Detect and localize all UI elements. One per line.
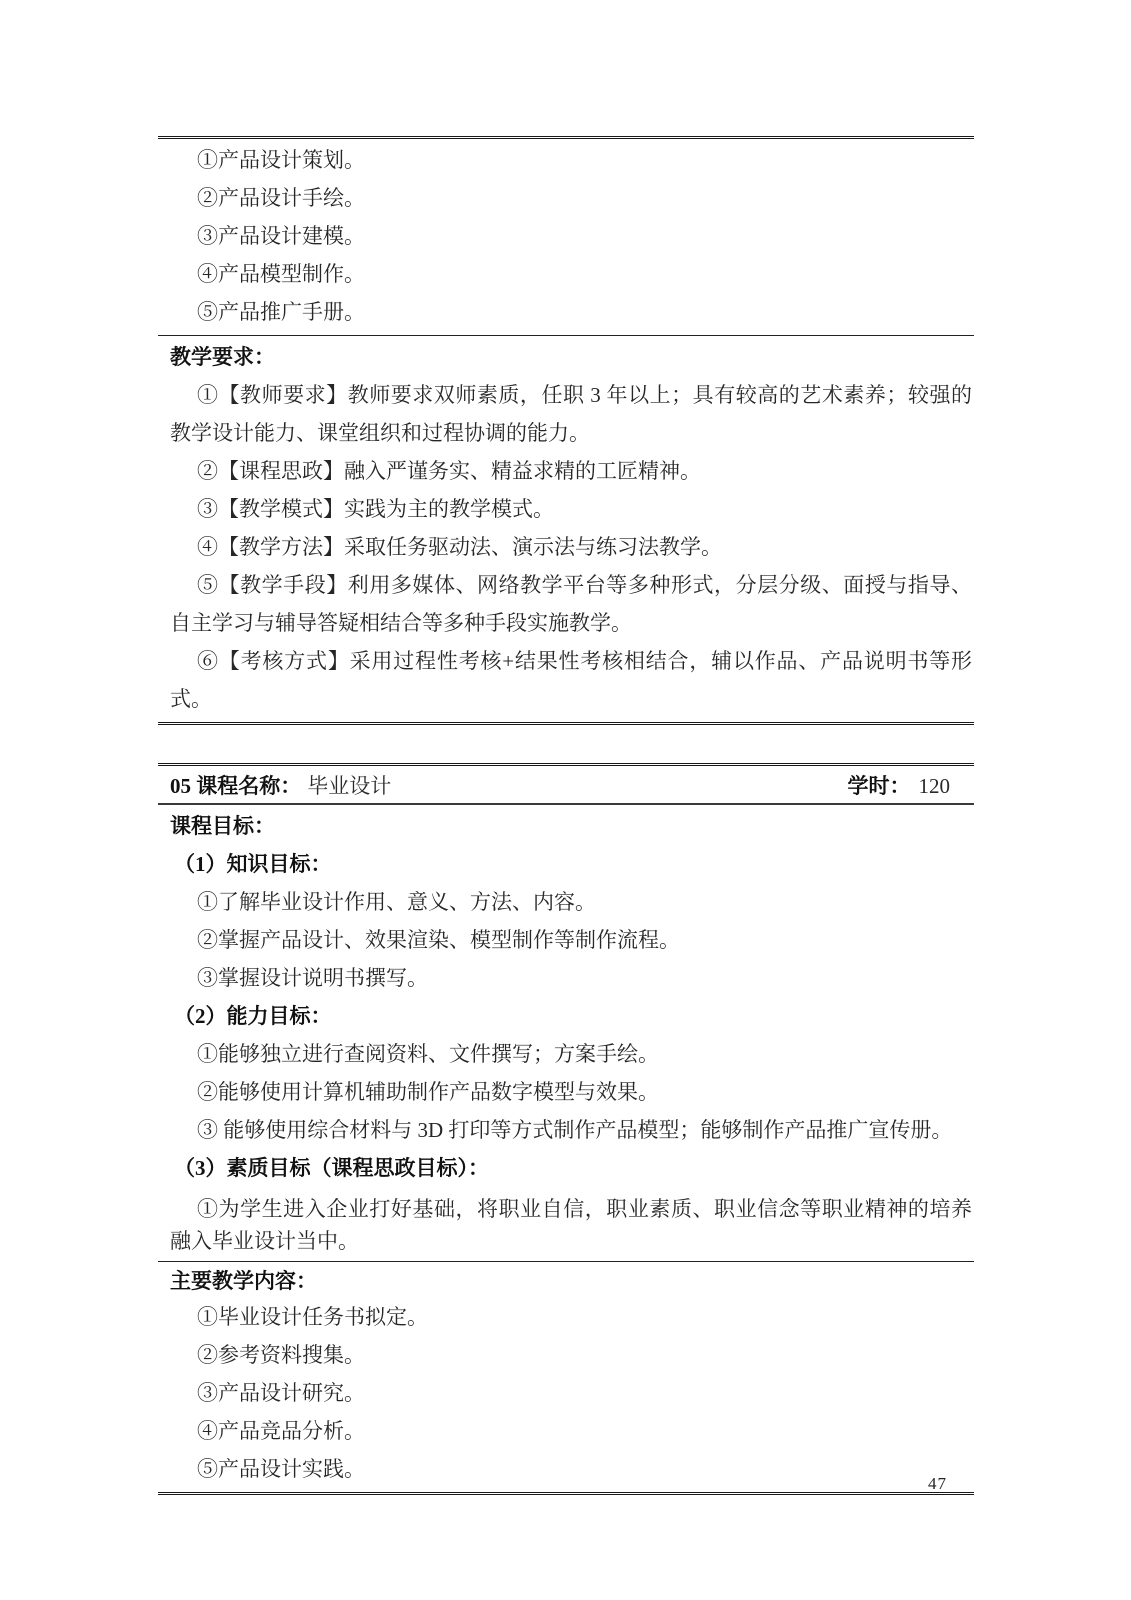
content-item-1: ①产品设计策划。 xyxy=(197,148,365,172)
content-item-4: ④产品模型制作。 xyxy=(197,262,365,286)
requirement-item-1: ①【教师要求】教师要求双师素质，任职 3 年以上；具有较高的艺术素养；较强的教学设计能力、课堂组织和过程协调的能力。 xyxy=(170,383,972,445)
teaching-content-item-2: ②参考资料搜集。 xyxy=(197,1343,365,1367)
ability-objective-2: ②能够使用计算机辅助制作产品数字模型与效果。 xyxy=(197,1080,659,1104)
table1-bottom-border xyxy=(158,722,974,725)
hours-label: 学时： xyxy=(847,773,911,798)
requirement-item-2: ②【课程思政】融入严谨务实、精益求精的工匠精神。 xyxy=(197,459,701,483)
content-item-2: ②产品设计手绘。 xyxy=(197,186,365,210)
quality-objectives-title: （3）素质目标（课程思政目标）： xyxy=(174,1156,489,1180)
course-table-continued xyxy=(158,136,974,725)
course-name-cell xyxy=(170,770,391,800)
requirement-item-3: ③【教学模式】实践为主的教学模式。 xyxy=(197,497,554,521)
content-item-3: ③产品设计建模。 xyxy=(197,224,365,248)
course-hours-cell xyxy=(848,770,951,800)
requirement-item-4: ④【教学方法】采取任务驱动法、演示法与练习法教学。 xyxy=(197,535,722,559)
requirement-item-5: ⑤【教学手段】利用多媒体、网络教学平台等多种形式，分层分级、面授与指导、自主学习与辅导答疑相结合等多种手段实施教学。 xyxy=(170,573,972,635)
main-teaching-content-heading: 主要教学内容： xyxy=(170,1269,317,1293)
knowledge-objective-1: ①了解毕业设计作用、意义、方法、内容。 xyxy=(197,890,596,914)
main-content-list-block xyxy=(158,139,974,335)
teaching-content-item-4: ④产品竞品分析。 xyxy=(197,1419,365,1443)
teaching-content-item-5: ⑤产品设计实践。 xyxy=(197,1457,365,1481)
course-table-05 xyxy=(158,763,974,1495)
teaching-requirements-block xyxy=(158,336,974,722)
knowledge-objectives-title: （1）知识目标： xyxy=(174,852,332,876)
teaching-content-item-1: ①毕业设计任务书拟定。 xyxy=(197,1305,428,1329)
teaching-content-block xyxy=(158,1262,974,1492)
knowledge-objective-3: ③掌握设计说明书撰写。 xyxy=(197,966,428,990)
ability-objective-3: ③ 能够使用综合材料与 3D 打印等方式制作产品模型；能够制作产品推广宣传册。 xyxy=(197,1118,953,1142)
table2-bottom-border xyxy=(158,1492,974,1495)
teaching-content-item-3: ③产品设计研究。 xyxy=(197,1381,365,1405)
course-objectives-heading: 课程目标： xyxy=(170,814,275,838)
document-content-column xyxy=(158,136,974,1495)
quality-objective-1: ①为学生进入企业打好基础，将职业自信，职业素质、职业信念等职业精神的培养融入毕业设计当中。 xyxy=(170,1197,972,1253)
course-objectives-block xyxy=(158,805,974,1261)
hours-value: 120 xyxy=(918,773,950,798)
course-header-row xyxy=(158,766,974,803)
content-item-5: ⑤产品推广手册。 xyxy=(197,300,365,324)
requirement-item-6: ⑥【考核方式】采用过程性考核+结果性考核相结合，辅以作品、产品说明书等形式。 xyxy=(170,649,972,711)
teaching-requirements-heading: 教学要求： xyxy=(170,345,275,369)
ability-objectives-title: （2）能力目标： xyxy=(174,1004,332,1028)
page-number: 47 xyxy=(928,1474,947,1493)
ability-objective-1: ①能够独立进行查阅资料、文件撰写；方案手绘。 xyxy=(197,1042,659,1066)
knowledge-objective-2: ②掌握产品设计、效果渲染、模型制作等制作流程。 xyxy=(197,928,680,952)
course-name-value: 毕业设计 xyxy=(307,773,392,798)
course-name-label: 05 课程名称： xyxy=(170,773,302,798)
